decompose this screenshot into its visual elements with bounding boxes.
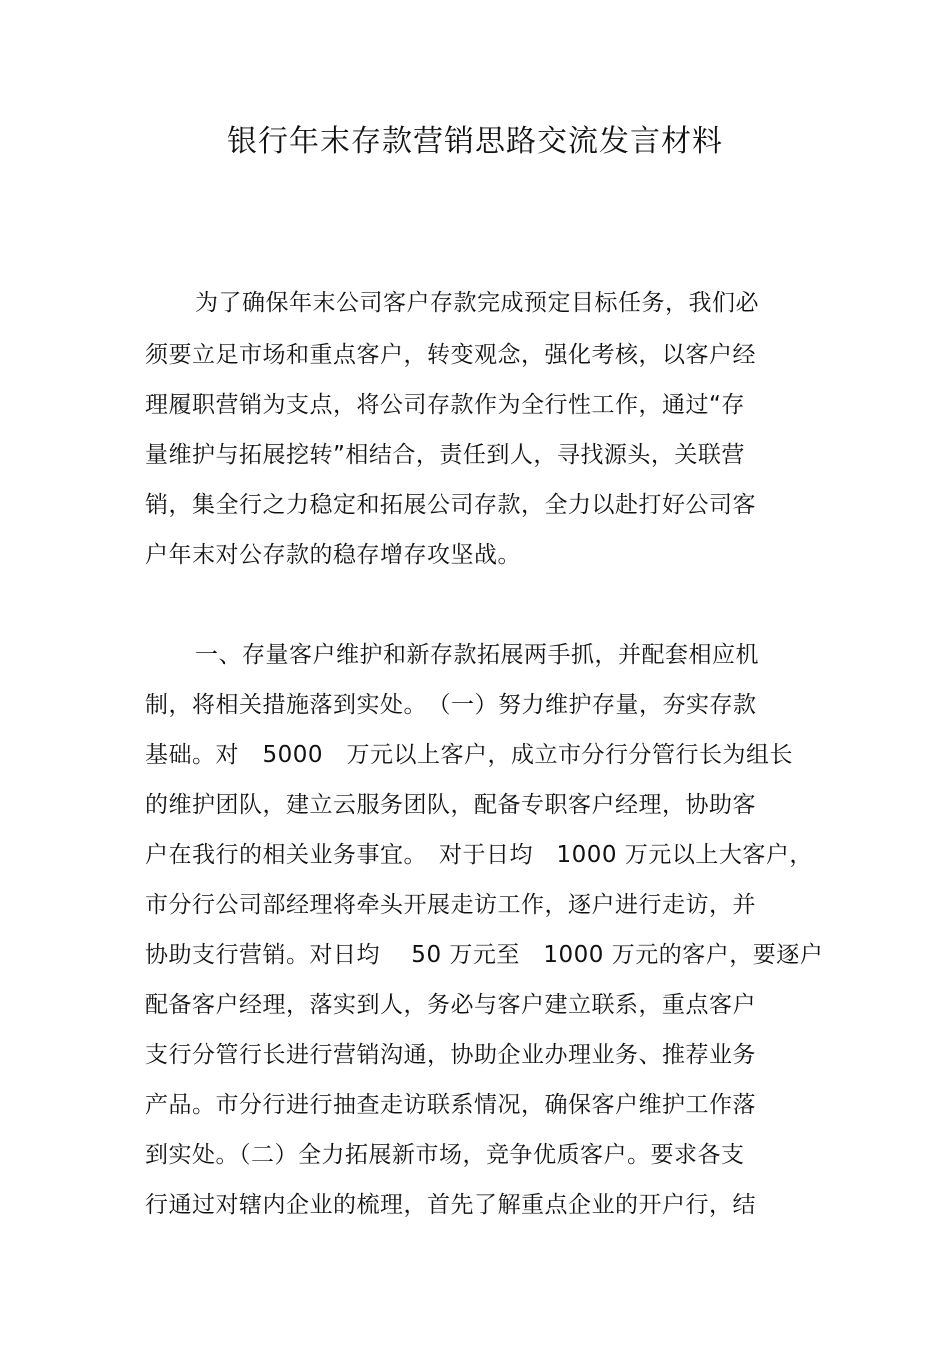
paragraph-2-line-6: 市分行公司部经理将牵头开展走访工作，逐户进行走访，并 <box>145 892 756 918</box>
paragraph-2-line-3: 基础。对 5000 万元以上客户，成立市分行分管行长为组长 <box>145 742 794 768</box>
paragraph-2-line-12: 行通过对辖内企业的梳理，首先了解重点企业的开户行，结 <box>145 1192 756 1218</box>
paragraph-1-line-2: 须要立足市场和重点客户，转变观念，强化考核，以客户经 <box>145 342 756 368</box>
paragraph-2-line-8: 配备客户经理，落实到人，务必与客户建立联系，重点客户 <box>145 992 756 1018</box>
paragraph-2-line-4: 的维护团队，建立云服务团队，配备专职客户经理，协助客 <box>145 792 756 818</box>
paragraph-1-line-3: 理履职营销为支点，将公司存款作为全行性工作，通过“存 <box>145 392 745 418</box>
paragraph-1-line-4: 量维护与拓展挖转”相结合，责任到人，寻找源头，关联营 <box>145 442 745 468</box>
paragraph-2-line-10: 产品。市分行进行抽查走访联系情况，确保客户维护工作落 <box>145 1092 756 1118</box>
paragraph-2-line-11: 到实处。（二）全力拓展新市场，竞争优质客户。要求各支 <box>145 1142 745 1168</box>
document-title: 银行年末存款营销思路交流发言材料 <box>227 124 723 159</box>
paragraph-1-line-1: 为了确保年末公司客户存款完成预定目标任务，我们必 <box>195 290 759 316</box>
paragraph-2-line-7: 协助支行营销。对日均 50 万元至 1000 万元的客户，要逐户 <box>145 942 824 968</box>
paragraph-2-line-2: 制，将相关措施落到实处。 （一）努力维护存量，夯实存款 <box>145 692 757 718</box>
paragraph-1-line-6: 户年末对公存款的稳存增存攻坚战。 <box>145 542 521 568</box>
paragraph-2-line-9: 支行分管行长进行营销沟通，协助企业办理业务、推荐业务 <box>145 1042 756 1068</box>
paragraph-2-line-5: 户在我行的相关业务事宜。 对于日均 1000 万元以上大客户， <box>145 842 813 868</box>
paragraph-1-line-5: 销，集全行之力稳定和拓展公司存款，全力以赴打好公司客 <box>145 492 756 518</box>
paragraph-2-line-1: 一、存量客户维护和新存款拓展两手抓，并配套相应机 <box>195 642 759 668</box>
